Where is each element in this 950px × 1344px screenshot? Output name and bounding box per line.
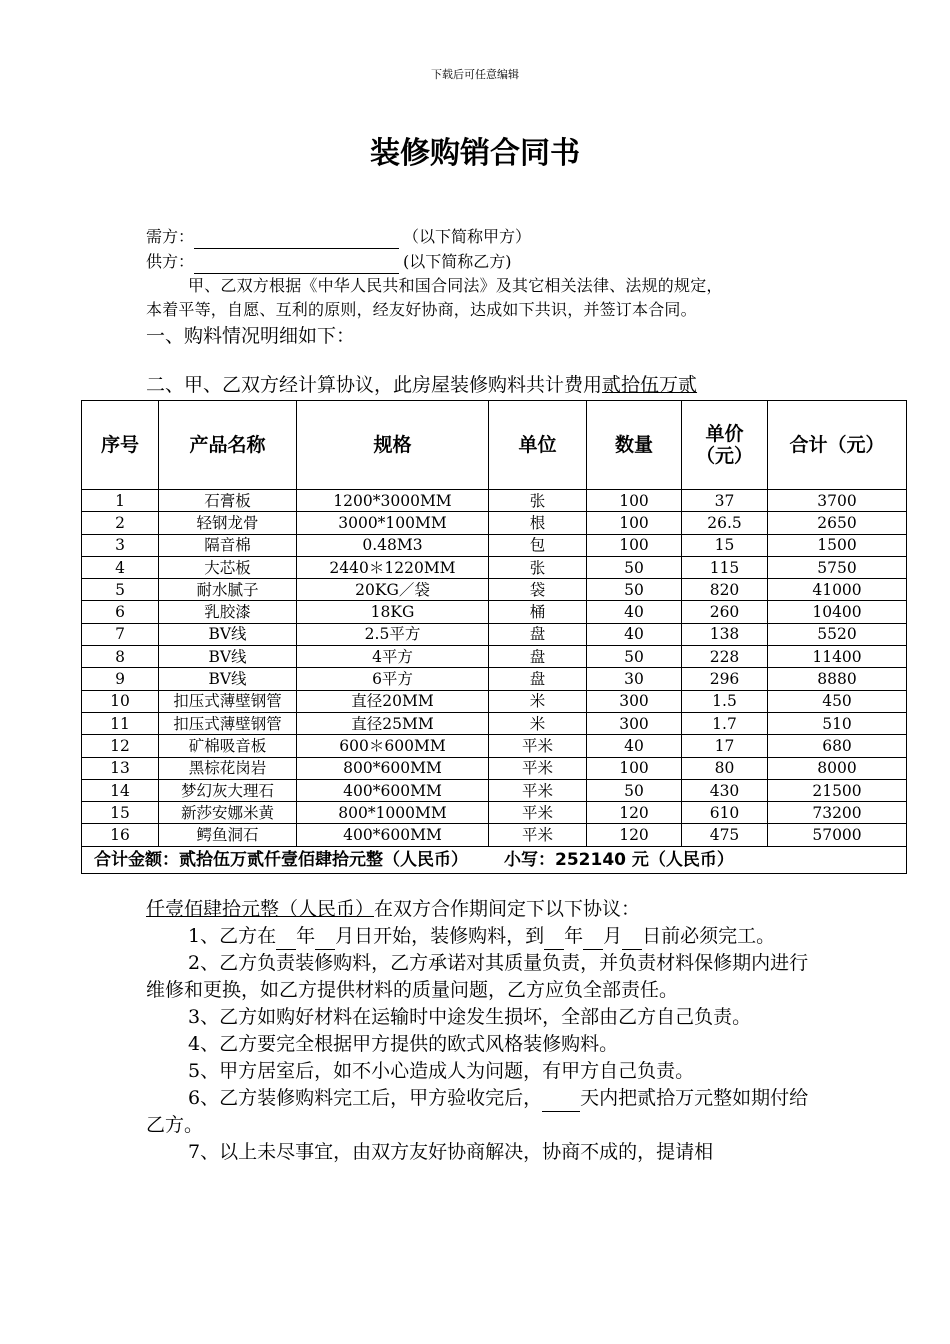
cell-product-name: 矿棉吸音板 (159, 735, 297, 757)
buyer-label: 需方： (146, 227, 195, 246)
cell-index: 8 (82, 646, 159, 668)
cell-subtotal: 450 (768, 690, 907, 712)
cell-spec: 直径25MM (297, 712, 489, 734)
cell-spec: 2440＊1220MM (297, 556, 489, 578)
clause-1-text-a: 1、乙方在 (188, 925, 277, 947)
cell-subtotal: 3700 (768, 490, 907, 512)
cell-unit-price: 820 (682, 579, 768, 601)
col-header-product: 产品名称 (159, 401, 297, 490)
cell-spec: 800*1000MM (297, 802, 489, 824)
intro-line-1: 甲、乙双方根据《中华人民共和国合同法》及其它相关法律、法规的规定， (188, 276, 723, 295)
cell-quantity: 50 (587, 556, 682, 578)
clause-5: 5、甲方居室后，如不小心造成人为问题，有甲方自己负责。 (188, 1060, 695, 1082)
document-title: 装修购销合同书 (370, 136, 580, 171)
section-2-prefix: 二、甲、乙双方经计算协议，此房屋装修购料共计费用 (146, 374, 603, 396)
table-body (82, 490, 907, 847)
cell-product-name: 新莎安娜米黄 (159, 802, 297, 824)
cell-quantity: 100 (587, 757, 682, 779)
table-row (82, 534, 907, 556)
cell-spec: 400*600MM (297, 779, 489, 801)
blank-end-month (583, 929, 603, 950)
cell-unit: 米 (489, 712, 587, 734)
cell-subtotal: 5750 (768, 556, 907, 578)
cell-quantity: 120 (587, 802, 682, 824)
cell-index: 4 (82, 556, 159, 578)
blank-end-year (544, 929, 564, 950)
cell-subtotal: 8880 (768, 668, 907, 690)
cell-quantity: 50 (587, 779, 682, 801)
buyer-suffix: （以下简称甲方） (403, 227, 532, 246)
cell-unit-price: 138 (682, 623, 768, 645)
cell-unit-price: 15 (682, 534, 768, 556)
cell-index: 14 (82, 779, 159, 801)
table-row (82, 824, 907, 846)
clause-1-text-c: 月 (335, 925, 355, 947)
clause-1-text-g: 日前必须完工。 (642, 925, 776, 947)
cell-unit: 根 (489, 512, 587, 534)
cell-product-name: 黑棕花岗岩 (159, 757, 297, 779)
cell-subtotal: 41000 (768, 579, 907, 601)
cell-product-name: BV线 (159, 646, 297, 668)
header-note: 下载后可任意编辑 (431, 68, 519, 81)
cell-unit: 盘 (489, 623, 587, 645)
cell-subtotal: 73200 (768, 802, 907, 824)
blank-days (542, 1091, 580, 1112)
cell-product-name: BV线 (159, 623, 297, 645)
cell-unit: 平米 (489, 802, 587, 824)
cell-unit-price: 1.5 (682, 690, 768, 712)
cell-spec: 20KG／袋 (297, 579, 489, 601)
cell-unit: 平米 (489, 779, 587, 801)
cell-index: 2 (82, 512, 159, 534)
table-row (82, 690, 907, 712)
buyer-line (146, 225, 531, 249)
col-header-index: 序号 (82, 401, 159, 490)
cell-subtotal: 510 (768, 712, 907, 734)
cell-product-name: 乳胶漆 (159, 601, 297, 623)
cell-spec: 400*600MM (297, 824, 489, 846)
total-amount-words: 合计金额：贰拾伍万贰仟壹佰肆拾元整（人民币） (94, 849, 468, 870)
cell-subtotal: 11400 (768, 646, 907, 668)
col-header-spec: 规格 (297, 401, 489, 490)
cell-product-name: 轻钢龙骨 (159, 512, 297, 534)
table-row (82, 623, 907, 645)
cell-quantity: 100 (587, 490, 682, 512)
blank-start-month (315, 929, 335, 950)
clause-4: 4、乙方要完全根据甲方提供的欧式风格装修购料。 (188, 1033, 619, 1055)
cell-unit-price: 260 (682, 601, 768, 623)
cell-unit-price: 80 (682, 757, 768, 779)
cell-product-name: 大芯板 (159, 556, 297, 578)
cell-unit: 张 (489, 490, 587, 512)
cell-spec: 6平方 (297, 668, 489, 690)
clause-1 (146, 923, 811, 950)
cell-spec: 600＊600MM (297, 735, 489, 757)
col-header-quantity: 数量 (587, 401, 682, 490)
table-header-row (82, 401, 907, 490)
cell-unit: 平米 (489, 757, 587, 779)
cell-quantity: 50 (587, 579, 682, 601)
cell-unit: 平米 (489, 735, 587, 757)
cell-index: 15 (82, 802, 159, 824)
cell-unit: 袋 (489, 579, 587, 601)
cell-index: 1 (82, 490, 159, 512)
cell-unit: 盘 (489, 668, 587, 690)
cell-index: 16 (82, 824, 159, 846)
continuation-rest: 在双方合作期间定下以下协议： (374, 898, 641, 920)
cell-unit-price: 17 (682, 735, 768, 757)
cell-quantity: 120 (587, 824, 682, 846)
cell-unit-price: 475 (682, 824, 768, 846)
table-row (82, 779, 907, 801)
cell-product-name: 鳄鱼洞石 (159, 824, 297, 846)
clause-6 (146, 1085, 811, 1139)
table-row (82, 579, 907, 601)
cell-unit: 包 (489, 534, 587, 556)
cell-subtotal: 680 (768, 735, 907, 757)
cell-unit: 米 (489, 690, 587, 712)
cell-index: 7 (82, 623, 159, 645)
cell-spec: 18KG (297, 601, 489, 623)
clause-3: 3、乙方如购好材料在运输时中途发生损坏，全部由乙方自己负责。 (188, 1006, 752, 1028)
cell-product-name: 耐水腻子 (159, 579, 297, 601)
cell-spec: 3000*100MM (297, 512, 489, 534)
continuation-line (146, 896, 811, 923)
table-row (82, 735, 907, 757)
cell-unit-price: 115 (682, 556, 768, 578)
cell-product-name: BV线 (159, 668, 297, 690)
cell-unit: 平米 (489, 824, 587, 846)
cell-spec: 800*600MM (297, 757, 489, 779)
table-total-row (82, 846, 907, 873)
cell-subtotal: 57000 (768, 824, 907, 846)
cell-quantity: 40 (587, 735, 682, 757)
materials-table (81, 400, 907, 874)
cell-unit-price: 26.5 (682, 512, 768, 534)
cell-spec: 1200*3000MM (297, 490, 489, 512)
cell-unit: 桶 (489, 601, 587, 623)
cell-unit-price: 430 (682, 779, 768, 801)
clause-1-text-f: 月 (603, 925, 623, 947)
cell-quantity: 100 (587, 534, 682, 556)
col-header-unit: 单位 (489, 401, 587, 490)
cell-index: 6 (82, 601, 159, 623)
cell-index: 9 (82, 668, 159, 690)
cell-spec: 2.5平方 (297, 623, 489, 645)
cell-subtotal: 5520 (768, 623, 907, 645)
cell-subtotal: 21500 (768, 779, 907, 801)
clause-1-text-b: 年 (296, 925, 316, 947)
cell-unit-price: 228 (682, 646, 768, 668)
blank-start-year (276, 929, 296, 950)
cell-index: 10 (82, 690, 159, 712)
clause-1-text-d: 日开始，装修购料，到 (354, 925, 545, 947)
table-row (82, 512, 907, 534)
cell-product-name: 扣压式薄壁钢管 (159, 690, 297, 712)
clause-6-text-b: 天内把贰拾万元整如期付给乙方。 (146, 1087, 809, 1136)
cell-unit: 盘 (489, 646, 587, 668)
cell-product-name: 扣压式薄壁钢管 (159, 712, 297, 734)
cell-subtotal: 10400 (768, 601, 907, 623)
cell-unit-price: 296 (682, 668, 768, 690)
cell-spec: 0.48M3 (297, 534, 489, 556)
continuation-underlined: 仟壹佰肆拾元整（人民币） (146, 898, 375, 920)
table-row (82, 601, 907, 623)
seller-suffix: (以下简称乙方) (403, 252, 512, 271)
section-1-heading: 一、购料情况明细如下： (146, 325, 356, 347)
clause-1-text-e: 年 (564, 925, 584, 947)
cell-product-name: 梦幻灰大理石 (159, 779, 297, 801)
clause-2: 2、乙方负责装修购料，乙方承诺对其质量负责，并负责材料保修期内进行维修和更换，如乙方提供材料的质量问题，乙方应负全部责任。 (146, 952, 809, 1001)
col-header-unit-price: 单价（元） (682, 401, 768, 490)
table-row (82, 712, 907, 734)
clause-6-text-a: 6、乙方装修购料完工后，甲方验收完后， (188, 1087, 543, 1109)
cell-spec: 4平方 (297, 646, 489, 668)
cell-quantity: 30 (587, 668, 682, 690)
table-row (82, 802, 907, 824)
cell-index: 11 (82, 712, 159, 734)
section-2-line (146, 372, 697, 399)
cell-quantity: 50 (587, 646, 682, 668)
cell-unit-price: 37 (682, 490, 768, 512)
cell-product-name: 隔音棉 (159, 534, 297, 556)
cell-quantity: 40 (587, 623, 682, 645)
total-amount-figures: 小写：252140 元（人民币） (504, 849, 734, 870)
table-row (82, 757, 907, 779)
cell-quantity: 100 (587, 512, 682, 534)
seller-blank (194, 255, 399, 274)
section-2-amount: 贰拾伍万贰 (602, 374, 698, 396)
table-row (82, 668, 907, 690)
table-row (82, 646, 907, 668)
cell-unit-price: 610 (682, 802, 768, 824)
total-cell (82, 846, 907, 873)
blank-end-day (622, 929, 642, 950)
cell-subtotal: 2650 (768, 512, 907, 534)
cell-product-name: 石膏板 (159, 490, 297, 512)
cell-unit-price: 1.7 (682, 712, 768, 734)
cell-index: 12 (82, 735, 159, 757)
cell-index: 3 (82, 534, 159, 556)
cell-quantity: 300 (587, 690, 682, 712)
buyer-blank (194, 230, 399, 249)
seller-label: 供方： (146, 252, 195, 271)
table-row (82, 556, 907, 578)
cell-spec: 直径20MM (297, 690, 489, 712)
cell-quantity: 300 (587, 712, 682, 734)
table-row (82, 490, 907, 512)
col-header-subtotal: 合计（元） (768, 401, 907, 490)
cell-index: 13 (82, 757, 159, 779)
cell-unit: 张 (489, 556, 587, 578)
cell-quantity: 40 (587, 601, 682, 623)
seller-line (146, 250, 512, 274)
intro-line-2: 本着平等，自愿、互利的原则，经友好协商，达成如下共识，并签订本合同。 (146, 300, 697, 319)
cell-subtotal: 1500 (768, 534, 907, 556)
agreement-clauses (146, 896, 811, 1166)
cell-index: 5 (82, 579, 159, 601)
clause-7: 7、以上未尽事宜，由双方友好协商解决，协商不成的，提请相 (188, 1141, 714, 1163)
cell-subtotal: 8000 (768, 757, 907, 779)
